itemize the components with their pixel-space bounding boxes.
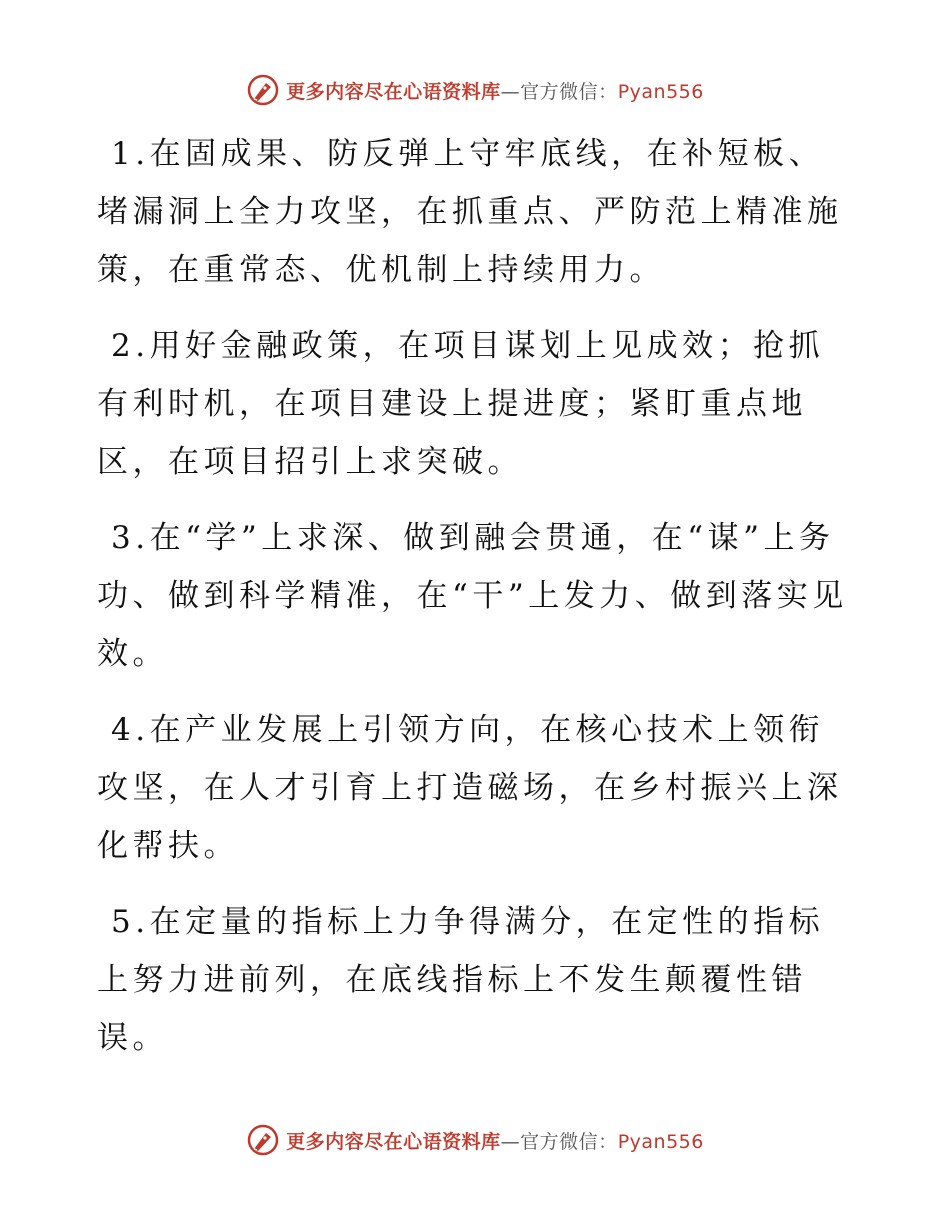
banner-wechat-label: 官方微信： <box>520 80 618 103</box>
paragraph-number: 5. <box>111 904 150 940</box>
banner-separator: — <box>500 1130 521 1153</box>
paragraph-1 <box>97 125 857 299</box>
banner-brand: 更多内容尽在心语资料库 <box>286 1130 501 1153</box>
footer-banner <box>0 1120 950 1160</box>
banner-separator: — <box>500 80 521 103</box>
banner-wechat-label: 官方微信： <box>520 1130 618 1153</box>
banner-text <box>286 77 704 104</box>
paragraph-2 <box>97 317 857 491</box>
paragraph-text: 用好金融政策，在项目谋划上见成效；抢抓有利时机，在项目建设上提进度；紧盯重点地区，在项目招引上求突破。 <box>97 328 825 480</box>
paragraph-text: 在产业发展上引领方向，在核心技术上领衔攻坚，在人才引育上打造磁场，在乡村振兴上深化帮扶。 <box>97 712 843 864</box>
banner-wechat-id: Pyan556 <box>617 80 704 103</box>
paragraph-5 <box>97 893 857 1067</box>
header-banner <box>0 70 950 110</box>
banner-wechat-id: Pyan556 <box>617 1130 704 1153</box>
paragraph-number: 2. <box>111 328 150 364</box>
paragraph-text: 在定量的指标上力争得满分，在定性的指标上努力进前列，在底线指标上不发生颠覆性错误。 <box>97 904 825 1056</box>
paragraph-text: 在“学”上求深、做到融会贯通，在“谋”上务功、做到科学精准，在“干”上发力、做到落实见效。 <box>97 520 848 672</box>
paragraph-number: 1. <box>111 136 150 172</box>
banner-brand: 更多内容尽在心语资料库 <box>286 80 501 103</box>
paragraph-3 <box>97 509 857 683</box>
banner-text <box>286 1127 704 1154</box>
paragraph-4 <box>97 701 857 875</box>
pen-nib-logo-icon <box>246 1123 280 1157</box>
paragraph-text: 在固成果、防反弹上守牢底线，在补短板、堵漏洞上全力攻坚，在抓重点、严防范上精准施策，在重常态、优机制上持续用力。 <box>97 136 843 288</box>
paragraph-number: 4. <box>111 712 150 748</box>
pen-nib-logo-icon <box>246 73 280 107</box>
document-body <box>97 125 857 1085</box>
paragraph-number: 3. <box>111 520 150 556</box>
